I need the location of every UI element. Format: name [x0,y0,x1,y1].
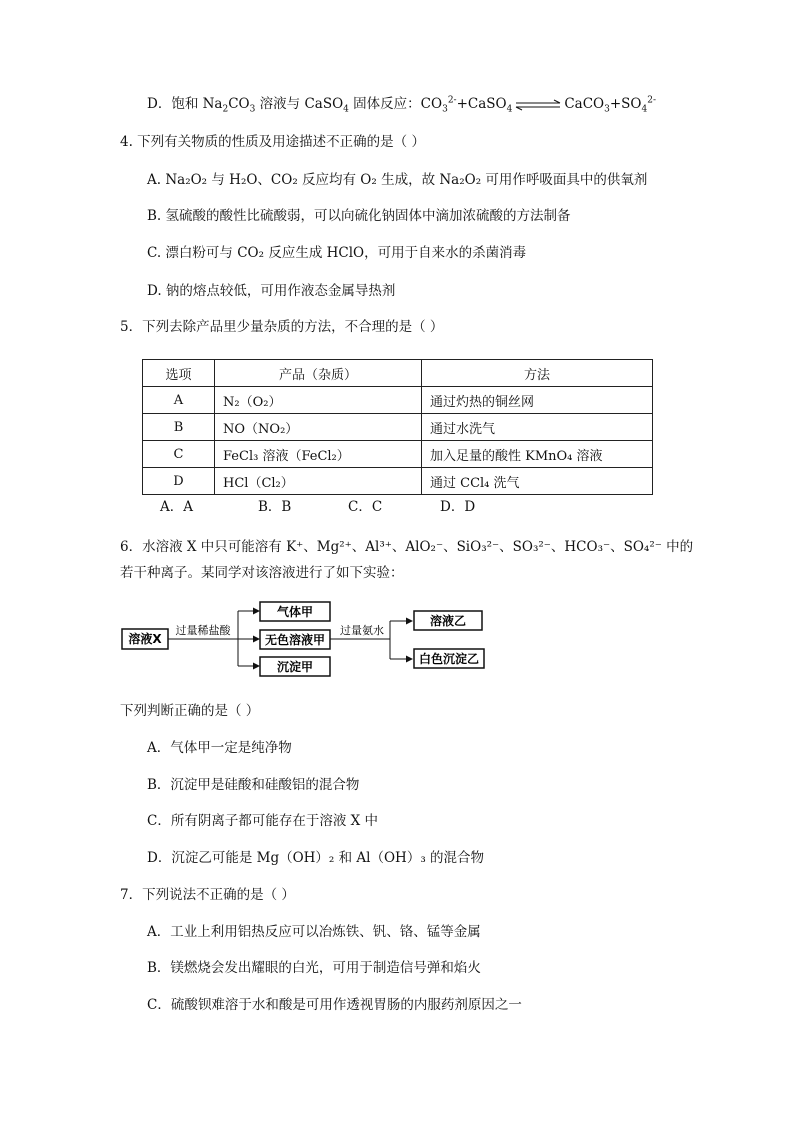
q3d-text: +SO [609,96,642,112]
equilibrium-arrow-icon [514,99,562,111]
flow-reagent1-label: 过量稀盐酸 [175,624,231,637]
q6-flowchart [118,596,498,682]
q3d-text: 溶液与 CaSO [255,96,344,112]
q4-option-c: C. 漂白粉可与 CO₂ 反应生成 HClO，可用于自来水的杀菌消毒 [147,245,527,261]
header-product: 产品（杂质） [215,360,422,387]
q3d-sup: 2- [447,95,457,106]
q4-option-a: A. Na₂O₂ 与 H₂O、CO₂ 反应均有 O₂ 生成，故 Na₂O₂ 可用作呼吸面具中的供氧剂 [147,172,648,188]
cell-method: 通过 CCl₄ 洗气 [422,468,653,495]
flow-reagent2-label: 过量氨水 [340,624,384,637]
q3d-sub: 4 [506,104,513,115]
table-row [143,387,653,414]
q3d-sup: 2- [647,95,657,106]
flow-start-label: 溶液X [128,632,162,646]
q4-option-b: B. 氢硫酸的酸性比硫酸弱，可以向硫化钠固体中滴加浓硫酸的方法制备 [147,208,571,224]
q4-stem: 4. 下列有关物质的性质及用途描述不正确的是（ ） [120,134,425,150]
q3d-sub: 3 [249,104,256,115]
header-method: 方法 [422,360,653,387]
cell-product: N₂（O₂） [215,387,422,414]
cell-method: 通过灼热的铜丝网 [422,387,653,414]
q3-option-d [147,94,656,114]
q4-option-d: D. 钠的熔点较低，可用作液态金属导热剂 [147,283,396,299]
q6-option-d: D．沉淀乙可能是 Mg（OH）₂ 和 Al（OH）₃ 的混合物 [147,850,485,866]
cell-option: A [143,387,215,414]
flow-solution-label: 无色溶液甲 [264,633,326,647]
flow-solution2-label: 溶液乙 [429,614,467,628]
header-option: 选项 [143,360,215,387]
q3d-sub: 3 [604,104,610,115]
q3d-text: CO [228,96,250,112]
q6-judge: 下列判断正确的是（ ） [120,703,260,719]
q3d-text: CaCO [564,96,605,112]
q3d-sub: 2 [222,104,229,115]
cell-product: NO（NO₂） [215,414,422,441]
q3d-text: D．饱和 Na [147,96,223,112]
table-row [143,468,653,495]
flow-precip-label: 沉淀甲 [276,660,314,674]
q5-answers [160,497,475,517]
cell-method: 通过水洗气 [422,414,653,441]
q5-table [142,359,653,495]
cell-option: D [143,468,215,495]
cell-option: C [143,441,215,468]
q3d-sub: 4 [343,104,349,115]
table-row [143,441,653,468]
cell-option: B [143,414,215,441]
q6-option-b: B．沉淀甲是硅酸和硅酸铝的混合物 [147,777,360,793]
q3d-text: +CaSO [456,96,507,112]
q6-stem-line2: 若干种离子。某同学对该溶液进行了如下实验： [120,565,404,581]
answer-b: B．B [258,499,292,515]
answer-a: A．A [160,499,193,515]
q6-stem-line1: 6．水溶液 X 中只可能溶有 K⁺、Mg²⁺、Al³⁺、AlO₂⁻、SiO₃²⁻、SO₃²⁻、HCO₃⁻、SO₄²⁻ 中的 [120,539,694,555]
cell-product: HCl（Cl₂） [215,468,422,495]
q3d-sub: 3 [442,104,448,115]
q7-option-a: A．工业上利用铝热反应可以冶炼铁、钒、铬、锰等金属 [147,924,481,940]
cell-product: FeCl₃ 溶液（FeCl₂） [215,441,422,468]
answer-c: C．C [348,499,383,515]
cell-method: 加入足量的酸性 KMnO₄ 溶液 [422,441,653,468]
flow-precip2-label: 白色沉淀乙 [418,652,480,666]
q7-stem: 7．下列说法不正确的是（ ） [120,887,295,903]
answer-d: D．D [440,499,476,515]
q6-option-a: A．气体甲一定是纯净物 [147,740,292,756]
q7-option-c: C．硫酸钡难溶于水和酸是可用作透视胃肠的内服药剂原因之一 [147,997,522,1013]
q3d-sub: 4 [641,104,648,115]
q6-option-c: C．所有阴离子都可能存在于溶液 X 中 [147,813,379,829]
q7-option-b: B．镁燃烧会发出耀眼的白光，可用于制造信号弹和焰火 [147,960,481,976]
table-header-row [143,360,653,387]
q3d-text: 固体反应：CO [348,96,443,112]
table-row [143,414,653,441]
flow-gas-label: 气体甲 [276,605,314,619]
q5-stem: 5．下列去除产品里少量杂质的方法，不合理的是（ ） [120,319,444,335]
